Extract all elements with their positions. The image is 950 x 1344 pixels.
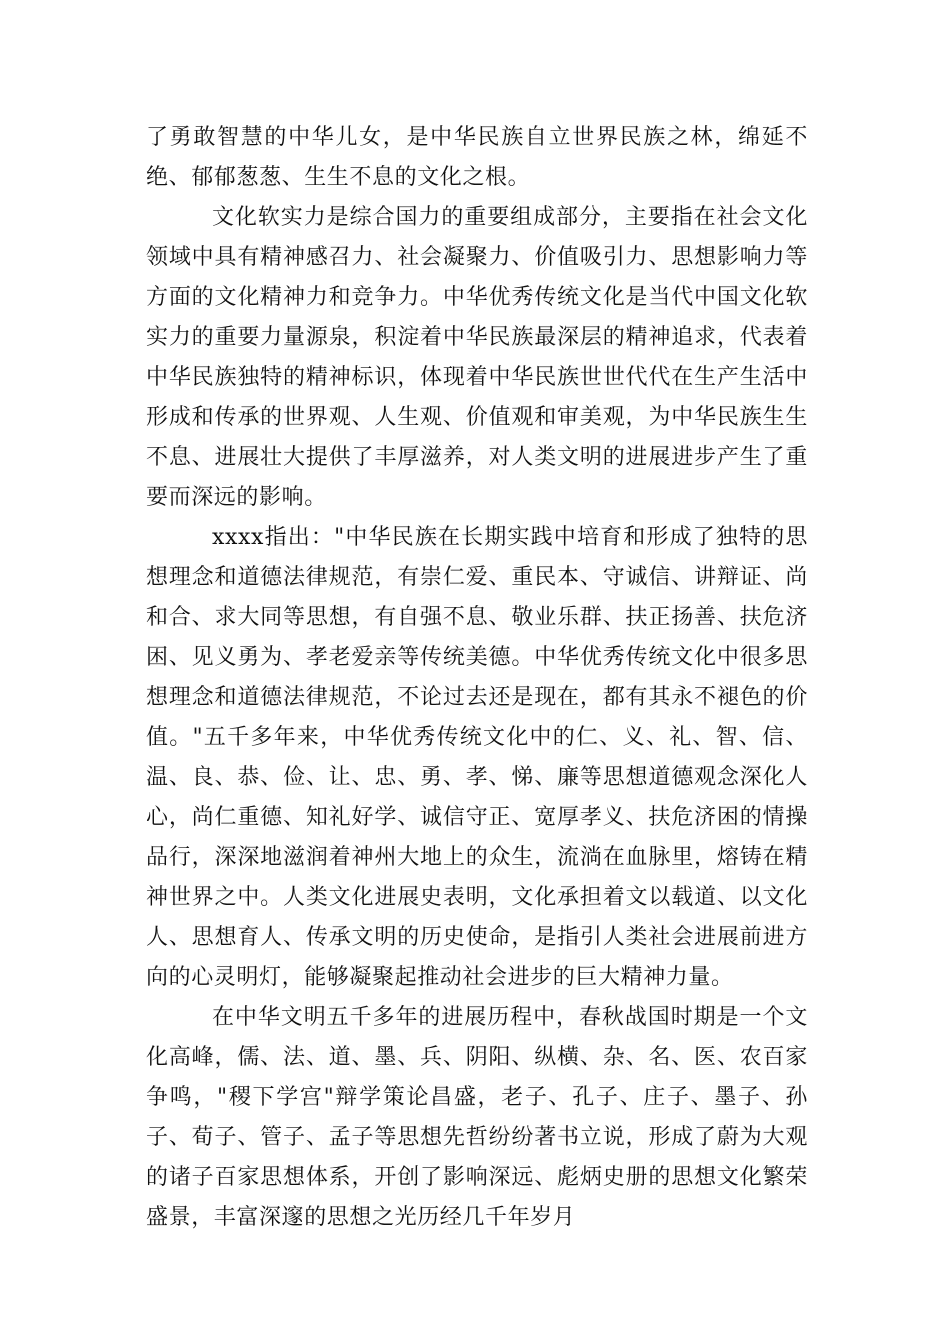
- document-page: [146, 118, 808, 1238]
- paragraph-continuation: 了勇敢智慧的中华儿女，是中华民族自立世界民族之林，绵延不绝、郁郁葱葱、生生不息的文化之根。: [146, 125, 808, 190]
- paragraph-history: 在中华文明五千多年的进展历程中，春秋战国时期是一个文化高峰，儒、法、道、墨、兵、阴阳、纵横、杂、名、医、农百家争鸣，"稷下学宫"辩学策论昌盛，老子、孔子、庄子、墨子、孙子、荀子、管子、孟子等思想先哲纷纷著书立说，形成了蔚为大观的诸子百家思想体系，开创了影响深远、彪炳史册的思想文化繁荣盛景，丰富深邃的思想之光历经几千年岁月: [146, 1005, 808, 1230]
- paragraph-quote: xxxx指出："中华民族在长期实践中培育和形成了独特的思想理念和道德法律规范，有崇仁爱、重民本、守诚信、讲辩证、尚和合、求大同等思想，有自强不息、敬业乐群、扶正扬善、扶危济困、见义勇为、孝老爱亲等传统美德。中华优秀传统文化中很多思想理念和道德法律规范，不论过去还是现在，都有其永不褪色的价值。"五千多年来，中华优秀传统文化中的仁、义、礼、智、信、温、良、恭、俭、让、忠、勇、孝、悌、廉等思想道德观念深化人心，尚仁重德、知礼好学、诚信守正、宽厚孝义、扶危济困的情操品行，深深地滋润着神州大地上的众生，流淌在血脉里，熔铸在精神世界之中。人类文化进展史表明，文化承担着文以载道、以文化人、思想育人、传承文明的历史使命，是指引人类社会进展前进方向的心灵明灯，能够凝聚起推动社会进步的巨大精神力量。: [146, 525, 808, 990]
- paragraph-soft-power: 文化软实力是综合国力的重要组成部分，主要指在社会文化领域中具有精神感召力、社会凝聚力、价值吸引力、思想影响力等方面的文化精神力和竞争力。中华优秀传统文化是当代中国文化软实力的重要力量源泉，积淀着中华民族最深层的精神追求，代表着中华民族独特的精神标识，体现着中华民族世世代代在生产生活中形成和传承的世界观、人生观、价值观和审美观，为中华民族生生不息、进展壮大提供了丰厚滋养，对人类文明的进展进步产生了重要而深远的影响。: [146, 205, 808, 510]
